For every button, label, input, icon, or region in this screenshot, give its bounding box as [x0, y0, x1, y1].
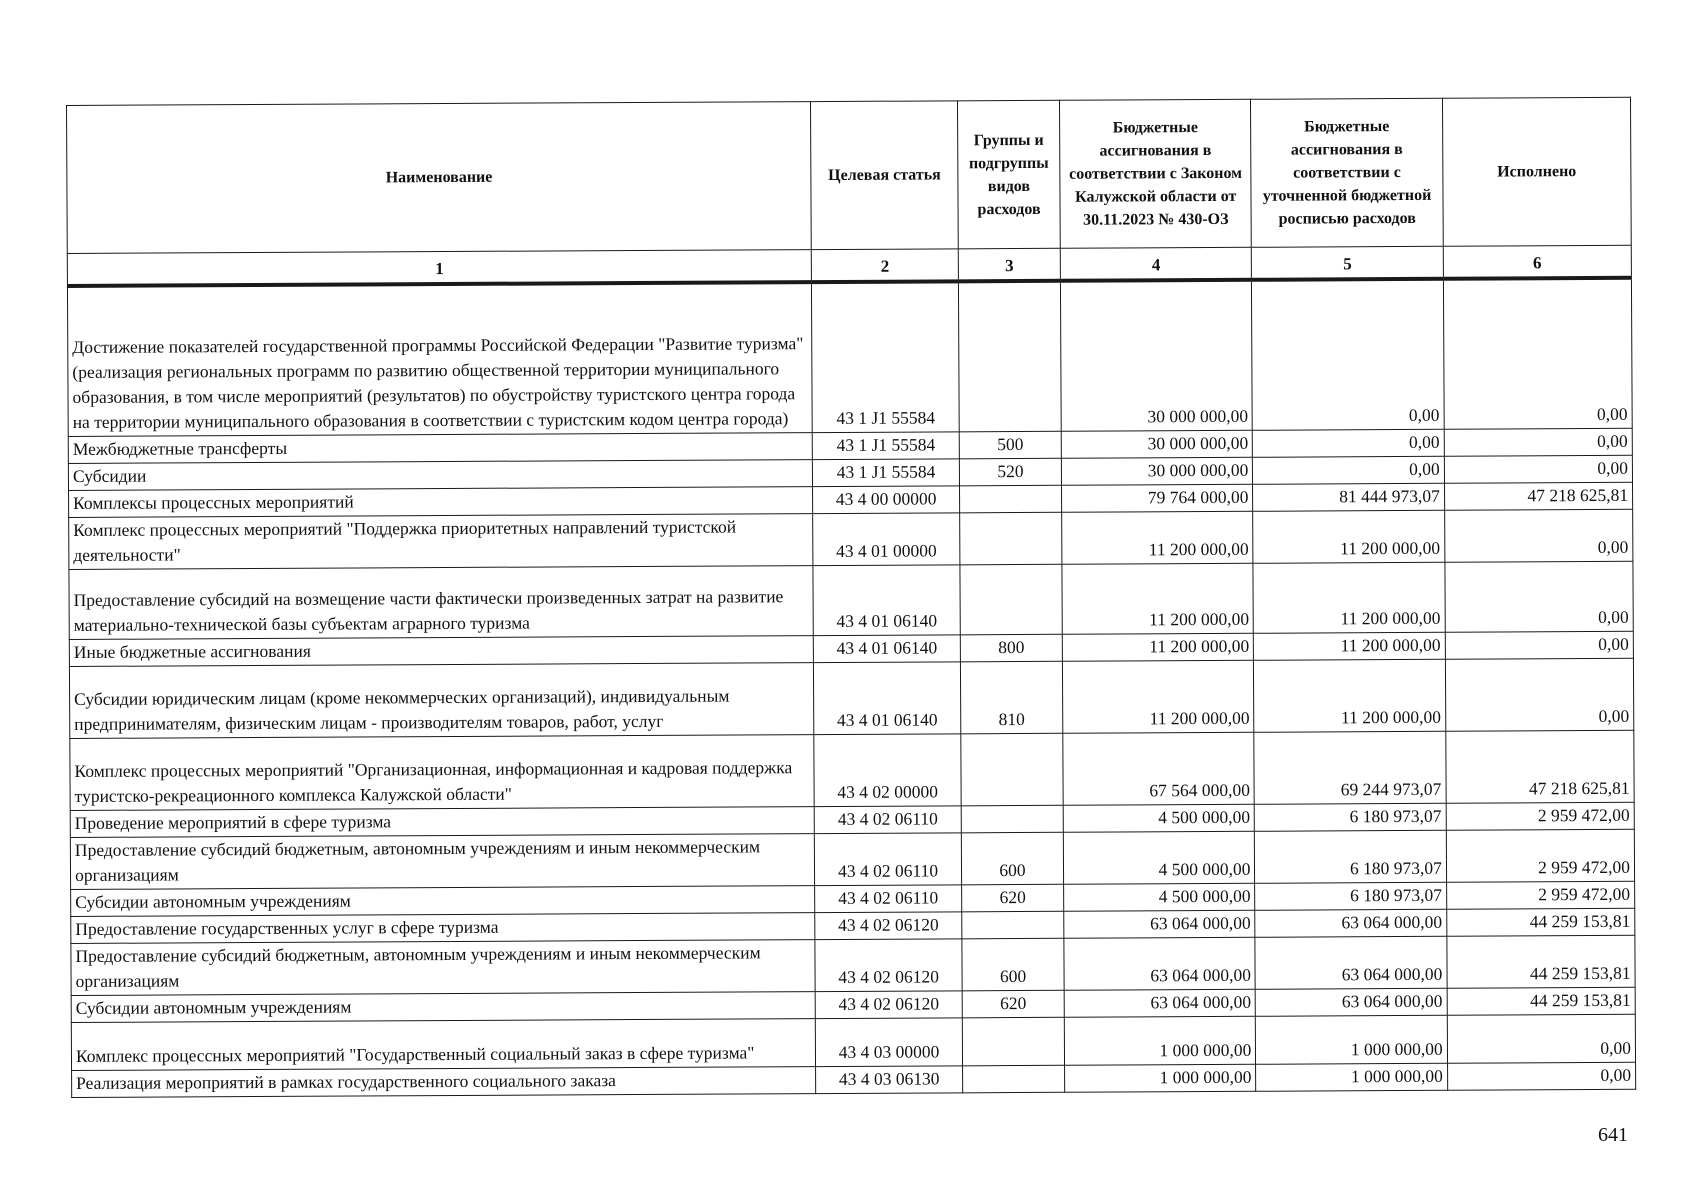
row-executed-amount: 44 259 153,81: [1447, 935, 1635, 988]
row-law-amount: 63 064 000,00: [1064, 910, 1256, 938]
column-number: 6: [1443, 245, 1631, 278]
row-refined-amount: 11 200 000,00: [1253, 562, 1445, 633]
row-target-article: 43 4 02 06110: [814, 805, 961, 833]
row-refined-amount: 11 200 000,00: [1254, 632, 1446, 660]
row-executed-amount: 47 218 625,81: [1444, 482, 1632, 510]
row-expense-group: [959, 485, 1061, 513]
row-refined-amount: 0,00: [1253, 429, 1445, 457]
row-expense-group: [958, 281, 1061, 432]
row-executed-amount: 47 218 625,81: [1446, 730, 1635, 803]
table-row: [71, 1014, 1635, 1070]
row-expense-group: 800: [960, 634, 1062, 662]
row-law-amount: 1 000 000,00: [1064, 1016, 1256, 1065]
row-name: Реализация мероприятий в рамках государственного социального заказа: [72, 1066, 816, 1097]
row-refined-amount: 11 200 000,00: [1254, 659, 1446, 732]
row-law-amount: 11 200 000,00: [1062, 633, 1254, 661]
row-refined-amount: 63 064 000,00: [1255, 936, 1447, 989]
row-executed-amount: 44 259 153,81: [1447, 908, 1635, 936]
row-refined-amount: 69 244 973,07: [1254, 731, 1446, 804]
row-expense-group: [961, 805, 1063, 833]
row-target-article: 43 4 01 06140: [813, 564, 960, 635]
table-row: [69, 561, 1633, 639]
budget-table: [66, 97, 1636, 1098]
row-expense-group: [962, 911, 1064, 939]
row-name: Комплекс процессных мероприятий "Организационная, информационная и кадровая поддержка туристско-рекреационного комплекса Калужской области": [70, 734, 815, 810]
row-name: Субсидии юридическим лицам (кроме некоммерческих организаций), индивидуальным предпринимателям, физическим лицам - производителям товаров, работ, услуг: [69, 662, 814, 738]
row-executed-amount: 2 959 472,00: [1446, 802, 1634, 830]
header-refined-appropriations: Бюджетные ассигнования в соответствии с уточненной бюджетной росписью расходов: [1251, 98, 1443, 247]
row-executed-amount: 0,00: [1444, 428, 1632, 456]
table-row: [69, 509, 1633, 569]
row-refined-amount: 6 180 973,07: [1255, 830, 1447, 883]
row-executed-amount: 2 959 472,00: [1446, 881, 1634, 909]
row-expense-group: [960, 564, 1062, 635]
row-law-amount: 30 000 000,00: [1060, 280, 1252, 431]
row-target-article: 43 4 02 06110: [815, 884, 962, 912]
table-header-row: [67, 97, 1632, 253]
row-expense-group: 600: [962, 938, 1064, 991]
row-refined-amount: 11 200 000,00: [1253, 510, 1445, 563]
row-law-amount: 4 500 000,00: [1063, 831, 1255, 884]
row-target-article: 43 4 02 06110: [815, 832, 962, 885]
row-expense-group: 620: [962, 884, 1064, 912]
row-executed-amount: 0,00: [1445, 658, 1634, 731]
row-law-amount: 11 200 000,00: [1062, 660, 1254, 733]
column-number: 3: [958, 248, 1060, 281]
row-executed-amount: 0,00: [1444, 455, 1632, 483]
row-name: Комплекс процессных мероприятий "Государственный социальный заказ в сфере туризма": [71, 1018, 815, 1070]
row-law-amount: 11 200 000,00: [1062, 511, 1254, 564]
row-expense-group: [961, 733, 1063, 806]
column-number: 1: [67, 250, 811, 286]
row-expense-group: 620: [962, 990, 1064, 1018]
row-name: Предоставление субсидий бюджетным, автономным учреждениям и иным некоммерческим организациям: [71, 939, 816, 995]
row-expense-group: 500: [959, 431, 1061, 459]
table-row: [70, 829, 1634, 889]
row-expense-group: [962, 1017, 1064, 1066]
row-target-article: 43 4 00 00000: [813, 485, 960, 513]
row-target-article: 43 4 03 00000: [816, 1017, 963, 1066]
row-target-article: 43 4 01 00000: [813, 512, 960, 565]
row-name: Субсидии автономным учреждениям: [71, 885, 815, 916]
row-target-article: 43 1 J1 55584: [812, 431, 959, 459]
row-law-amount: 63 064 000,00: [1064, 989, 1256, 1017]
row-executed-amount: 0,00: [1447, 1014, 1635, 1063]
row-refined-amount: 1 000 000,00: [1256, 1015, 1448, 1064]
row-executed-amount: 0,00: [1444, 509, 1632, 562]
row-name: Иные бюджетные ассигнования: [69, 635, 813, 666]
row-refined-amount: 0,00: [1253, 456, 1445, 484]
row-target-article: 43 1 J1 55584: [812, 281, 960, 432]
row-executed-amount: 0,00: [1447, 1062, 1635, 1090]
row-name: Предоставление государственных услуг в сфере туризма: [71, 912, 815, 943]
column-number: 5: [1252, 246, 1444, 280]
table-row: [69, 658, 1633, 738]
row-law-amount: 63 064 000,00: [1064, 937, 1256, 990]
row-expense-group: [963, 1065, 1065, 1093]
row-expense-group: 520: [959, 458, 1061, 486]
row-refined-amount: 63 064 000,00: [1256, 988, 1448, 1016]
row-refined-amount: 6 180 973,07: [1255, 882, 1447, 910]
row-name: Комплекс процессных мероприятий "Поддержка приоритетных направлений туристской деятельности": [69, 513, 814, 569]
row-law-amount: 4 500 000,00: [1064, 883, 1256, 911]
row-executed-amount: 0,00: [1445, 561, 1634, 632]
table-row: [67, 278, 1632, 436]
header-executed: Исполнено: [1442, 97, 1631, 246]
table-body: [67, 278, 1635, 1097]
row-law-amount: 4 500 000,00: [1063, 804, 1255, 832]
row-target-article: 43 4 01 06140: [814, 661, 961, 734]
row-law-amount: 11 200 000,00: [1062, 563, 1254, 634]
row-refined-amount: 0,00: [1252, 279, 1444, 430]
row-law-amount: 30 000 000,00: [1061, 457, 1253, 485]
row-refined-amount: 6 180 973,07: [1255, 803, 1447, 831]
row-target-article: 43 4 01 06140: [814, 634, 961, 662]
row-name: Предоставление субсидий на возмещение части фактически произведенных затрат на развитие материально-технической базы субъектам аграрного туризма: [69, 565, 814, 639]
row-expense-group: 810: [960, 661, 1062, 734]
column-number: 2: [812, 249, 959, 282]
row-law-amount: 1 000 000,00: [1065, 1064, 1257, 1092]
row-target-article: 43 4 02 00000: [814, 733, 961, 806]
table-row: [71, 935, 1635, 995]
row-law-amount: 67 564 000,00: [1063, 732, 1255, 805]
header-name: Наименование: [67, 102, 812, 254]
row-target-article: 43 4 02 06120: [815, 990, 962, 1018]
row-name: Межбюджетные трансферты: [68, 432, 812, 463]
row-name: Комплексы процессных мероприятий: [69, 486, 813, 517]
row-target-article: 43 4 02 06120: [815, 911, 962, 939]
header-law-appropriations: Бюджетные ассигнования в соответствии с Законом Калужской области от 30.11.2023 № 430-ОЗ: [1060, 99, 1252, 248]
row-target-article: 43 4 02 06120: [815, 938, 962, 991]
row-name: Достижение показателей государственной программы Российской Федерации "Развитие туризма" (реализация региональных программ по развитию общественной территории муниципального образования, в том числе мероприятий (результатов) по обустройству туристского центра города на территории муниципального образования в соответствии с туристским кодом центра города): [67, 282, 812, 436]
row-law-amount: 30 000 000,00: [1061, 430, 1253, 458]
row-name: Предоставление субсидий бюджетным, автономным учреждениям и иным некоммерческим организациям: [70, 833, 815, 889]
row-name: Проведение мероприятий в сфере туризма: [70, 806, 814, 837]
row-executed-amount: 0,00: [1443, 278, 1632, 429]
row-target-article: 43 1 J1 55584: [813, 458, 960, 486]
row-executed-amount: 2 959 472,00: [1446, 829, 1634, 882]
row-executed-amount: 0,00: [1445, 631, 1633, 659]
row-executed-amount: 44 259 153,81: [1447, 987, 1635, 1015]
row-refined-amount: 81 444 973,07: [1253, 483, 1445, 511]
row-law-amount: 79 764 000,00: [1062, 484, 1254, 512]
row-refined-amount: 1 000 000,00: [1256, 1063, 1448, 1091]
column-number: 4: [1060, 247, 1252, 281]
row-refined-amount: 63 064 000,00: [1255, 909, 1447, 937]
header-expense-groups: Группы и подгруппы видов расходов: [957, 100, 1060, 249]
header-target-article: Целевая статья: [811, 101, 958, 250]
row-expense-group: 600: [961, 832, 1063, 885]
row-name: Субсидии автономным учреждениям: [71, 991, 815, 1022]
row-target-article: 43 4 03 06130: [816, 1065, 963, 1093]
page-number: 641: [1598, 1124, 1628, 1146]
row-name: Субсидии: [68, 459, 812, 490]
row-expense-group: [960, 512, 1062, 565]
table-row: [70, 730, 1634, 810]
